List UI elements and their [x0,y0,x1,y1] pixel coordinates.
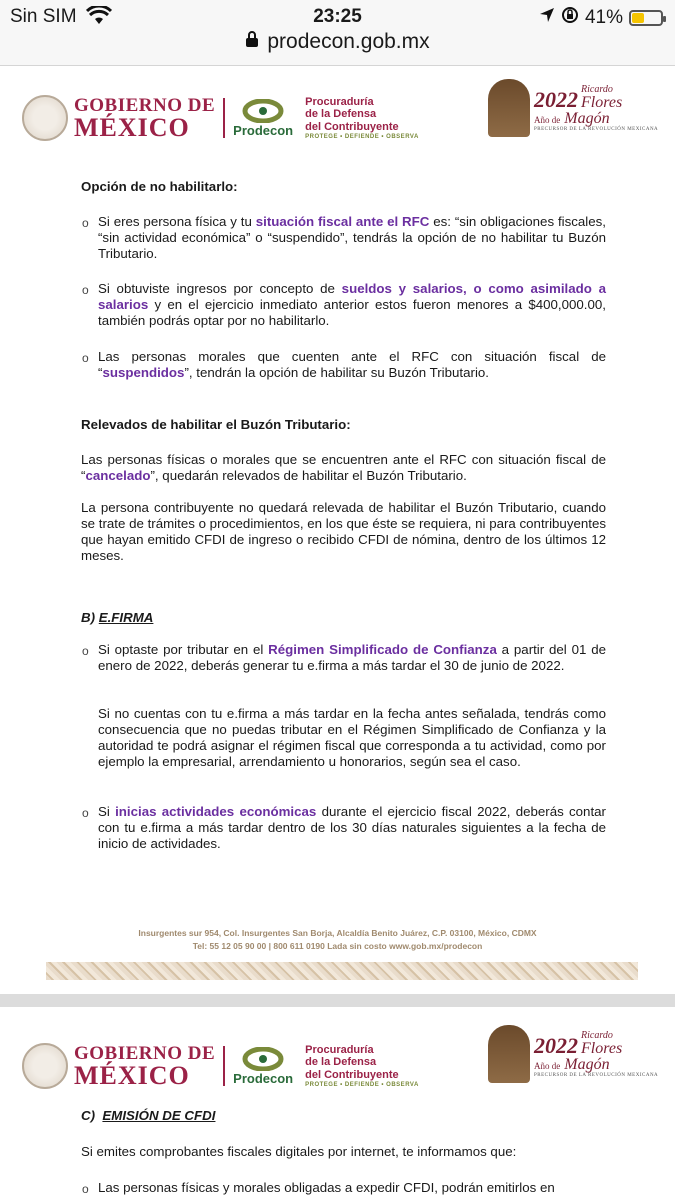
section-title: EMISIÓN DE CFDI [102,1108,216,1123]
bullet-morales: Las personas morales que cuenten ante el RFC con situación fiscal de “suspendidos”, tendrán la opción de habilitar su Buzón Tributario. [98,349,606,380]
prodecon-word: Prodecon [233,1070,294,1086]
honoree-line1: Ricardo [581,1029,613,1041]
section-title: E.FIRMA [98,610,154,625]
prodecon-text [305,96,419,141]
pdf-page-2 [0,1007,675,1200]
lock-icon [245,30,259,54]
page-separator [0,994,675,1007]
honoree-tagline: PRECURSOR DE LA REVOLUCIÓN MEXICANA [534,126,659,132]
year-number: 2022 [534,86,578,112]
bullet-marker: o [82,216,89,230]
year-logo [488,79,658,137]
year-sub: Año de [534,1060,561,1071]
bullet-situacion-fiscal: Si eres persona física y tu situación fiscal ante el RFC es: “sin obligaciones fiscales, “sin actividad económica” o “suspendido”, tendrás la opción de no habilitar tu Buzón Tributario. [98,214,607,261]
orientation-lock-icon [561,6,579,30]
decorative-band [46,962,638,980]
bullet-marker: o [82,351,89,365]
honoree-tagline: PRECURSOR DE LA REVOLUCIÓN MEXICANA [534,1072,659,1078]
bullet-marker: o [82,1182,89,1196]
paragraph-no-relevada: La persona contribuyente no quedará relevada de habilitar el Buzón Tributario, cuando se trate de trámites o procedimientos, en los que éste se requiera, ni para contribuyentes que hayan emitido CFDI de ingreso o recibido CFDI de nómina, dentro de los últimos 12 meses. [81,500,606,563]
year-sub: Año de [534,114,561,125]
prodecon-line2: de la Defensa [305,1056,377,1069]
highlight-suspendidos: suspendidos [102,365,185,380]
link-situacion-fiscal: situación fiscal ante el RFC [255,214,430,229]
prodecon-text [305,1044,419,1089]
bullet-resico: Si optaste por tributar en el Régimen Simplificado de Confianza a partir del 01 de enero de 2022, deberás generar tu e.firma a más tardar el 30 de junio de 2022. [98,642,606,673]
prodecon-line1: Procuraduría [305,1043,374,1056]
heading-relevados: Relevados de habilitar el Buzón Tributario: [81,417,351,432]
year-number: 2022 [534,1032,578,1058]
highlight-resico: Régimen Simplificado de Confianza [268,642,497,657]
national-seal-icon [22,1043,68,1089]
heading-efirma [81,610,381,626]
prodecon-line2: de la Defensa [305,108,377,121]
gov-line2: MÉXICO [74,1060,190,1090]
section-letter: C) [81,1108,96,1123]
browser-chrome [0,0,675,66]
gov-line1: GOBIERNO DE [74,94,216,116]
heading-no-habilitar: Opción de no habilitarlo: [81,179,238,194]
gov-line2: MÉXICO [74,112,190,142]
pdf-page-1 [0,67,675,994]
prodecon-tagline: PROTEGE • DEFIENDE • OBSERVA [305,133,419,140]
prodecon-line3: del Contribuyente [305,120,399,133]
prodecon-word: Prodecon [233,122,294,138]
year-logo [488,1025,658,1083]
status-right [539,6,663,30]
bullet-marker: o [82,644,89,658]
prodecon-tagline: PROTEGE • DEFIENDE • OBSERVA [305,1081,419,1088]
bullet-marker: o [82,283,89,297]
logo-divider [223,1046,225,1086]
logo-divider [223,98,225,138]
url-text[interactable]: prodecon.gob.mx [267,30,430,53]
honoree-line2: Flores [581,1039,623,1057]
honoree-line3: Magón [564,1055,610,1073]
footer-phone: Tel: 55 12 05 90 00 | 800 611 0190 Lada sin costo www.gob.mx/prodecon [192,941,483,951]
prodecon-logo [233,99,293,138]
paragraph-sin-efirma: Si no cuentas con tu e.firma a más tardar en la fecha antes señalada, tendrás como consecuencia que no puedas tributar en el Régimen Simplificado de Confianza y la autoridad te podrá asignar el régimen fiscal que corresponda a tu actividad, como por ejemplo la empresarial, arrendamiento u honorarios, según sea el caso. [98,706,606,769]
gobierno-logo [22,95,419,141]
battery-icon [629,10,663,26]
carrier-label: Sin SIM [10,6,77,27]
honoree-line3: Magón [564,109,610,127]
prodecon-emblem-icon [241,1047,285,1071]
bullet-obligadas-cfdi: Las personas físicas y morales obligadas a expedir CFDI, podrán emitirlos en [98,1180,555,1195]
battery-fill [632,13,644,23]
highlight-sueldos: sueldos y salarios, o como asimilado a salarios [98,281,606,312]
url-bar[interactable] [0,30,675,54]
heading-emision-cfdi [81,1108,381,1124]
paragraph-cancelado: Las personas físicas o morales que se encuentren ante el RFC con situación fiscal de “cancelado”, quedarán relevados de habilitar el Buzón Tributario. [81,452,606,483]
portrait-image [488,1025,530,1083]
gobierno-logo [22,1043,419,1089]
prodecon-line1: Procuraduría [305,95,374,108]
bullet-inicias-actividades: Si inicias actividades económicas durante el ejercicio fiscal 2022, deberás contar con tu e.firma a más tardar dentro de los 30 días naturales siguientes a la fecha de inicio de actividades. [98,804,606,851]
paragraph-intro-cfdi: Si emites comprobantes fiscales digitales por internet, te informamos que: [81,1144,517,1159]
clock: 23:25 [313,6,362,27]
prodecon-line3: del Contribuyente [305,1068,399,1081]
section-letter: B) [81,610,96,625]
prodecon-logo [233,1047,293,1086]
honoree-line1: Ricardo [581,83,613,95]
status-bar [0,4,675,30]
battery-percent: 41% [584,7,623,28]
location-icon [539,7,555,29]
prodecon-emblem-icon [241,99,285,123]
highlight-cancelado: cancelado [85,468,151,483]
honoree-line2: Flores [581,93,623,111]
footer-address: Insurgentes sur 954, Col. Insurgentes San Borja, Alcaldía Benito Juárez, C.P. 03100, México, CDMX [138,928,537,938]
highlight-inicias: inicias actividades económicas [115,804,317,819]
portrait-image [488,79,530,137]
national-seal-icon [22,95,68,141]
gov-line1: GOBIERNO DE [74,1042,216,1064]
bullet-marker: o [82,806,89,820]
bullet-sueldos: Si obtuviste ingresos por concepto de sueldos y salarios, o como asimilado a salarios y en el ejercicio inmediato anterior estos fueron menores a $400,000.00, también podrás optar por no habilitarlo. [98,281,606,328]
